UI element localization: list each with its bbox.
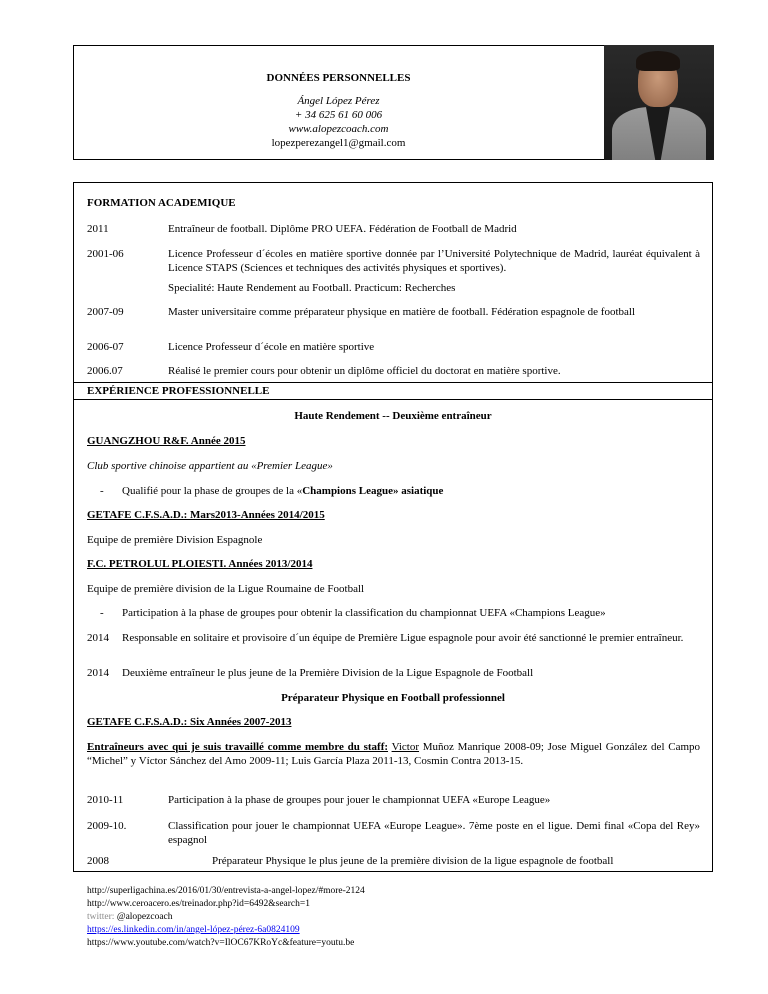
formation-year: 2006-07 xyxy=(87,341,124,353)
exp-text: Préparateur Physique le plus jeune de la première division de la ligue espagnole de football xyxy=(212,855,614,867)
person-name: Ángel López Pérez xyxy=(297,95,380,107)
website[interactable]: www.alopezcoach.com xyxy=(288,123,389,135)
staff-paragraph: Entraîneurs avec qui je suis travaillé comme membre du staff: Victor Muñoz Manrique 2008-09; Jose Miguel González del Campo “Michel” y Víctor Sánchez del Amo 2009-11; Luis García Plaza 2011-13, Cosmin Contra 2013-15. xyxy=(87,741,701,768)
formation-year: 2011 xyxy=(87,223,109,235)
club-title-petrolul: F.C. PETROLUL PLOIESTI. Années 2013/2014 xyxy=(87,558,313,570)
section-divider xyxy=(73,399,713,400)
link-ceroacero[interactable]: http://www.ceroacero.es/treinador.php?id=6492&search=1 xyxy=(87,899,310,909)
club-title-getafe-physical: GETAFE C.F.S.A.D.: Six Années 2007-2013 xyxy=(87,716,292,728)
exp-text: Participation à la phase de groupes pour jouer le championnat UEFA «Europe League» xyxy=(168,794,551,806)
link-linkedin[interactable]: https://es.linkedin.com/in/angel-lópez-pérez-6a0824109 xyxy=(87,925,300,935)
exp-year: 2008 xyxy=(87,855,109,867)
club-desc-getafe: Equipe de première Division Espagnole xyxy=(87,534,263,546)
bullet-guangzhou: Qualifié pour la phase de groupes de la «Champions League» asiatique xyxy=(122,485,444,497)
club-title-guangzhou: GUANGZHOU R&F. Année 2015 xyxy=(87,435,246,447)
exp-year: 2014 xyxy=(87,667,109,679)
formation-year: 2001-06 xyxy=(87,248,124,260)
formation-text: Réalisé le premier cours pour obtenir un diplôme officiel du doctorat en matière sportive. xyxy=(168,365,561,377)
formation-year: 2006.07 xyxy=(87,365,123,377)
formation-heading: FORMATION ACADEMIQUE xyxy=(87,197,236,209)
section-title-physical: Préparateur Physique en Football professionnel xyxy=(281,692,505,704)
profile-photo xyxy=(604,45,714,160)
bullet-dash: - xyxy=(100,485,104,497)
club-desc-guangzhou: Club sportive chinoise appartient au «Premier League» xyxy=(87,460,333,472)
bullet-petrolul: Participation à la phase de groupes pour obtenir la classification du championnat UEFA «Champions League» xyxy=(122,607,606,619)
link-youtube[interactable]: https://www.youtube.com/watch?v=IlOC67KRoYc&feature=youtu.be xyxy=(87,938,355,948)
formation-text: Specialité: Haute Rendement au Football. Practicum: Recherches xyxy=(168,282,456,294)
section-divider xyxy=(73,382,713,383)
formation-text: Licence Professeur d´écoles en matière sportive donnée par l’Université Polytechnique de Madrid, lauréat équivalent à Licence STAPS (Sciences et techniques des activités physiques et sportives). xyxy=(168,248,700,275)
formation-text: Master universitaire comme préparateur physique en matière de football. Fédération espagnole de football xyxy=(168,306,636,318)
exp-text: Deuxième entraîneur le plus jeune de la Première Division de la Ligue Espagnole de Football xyxy=(122,667,534,679)
link-superligachina[interactable]: http://superligachina.es/2016/01/30/entrevista-a-angel-lopez/#more-2124 xyxy=(87,886,365,896)
exp-year: 2009-10. xyxy=(87,820,127,832)
exp-year: 2014 xyxy=(87,632,109,644)
formation-text: Entraîneur de football. Diplôme PRO UEFA. Fédération de Football de Madrid xyxy=(168,223,517,235)
club-desc-petrolul: Equipe de première division de la Ligue Roumaine de Football xyxy=(87,583,365,595)
formation-text: Licence Professeur d´école en matière sportive xyxy=(168,341,375,353)
exp-text: Classification pour jouer le championnat UEFA «Europe League». 7ème poste en el ligue. Demi final «Copa del Rey» espagnol xyxy=(168,820,700,847)
experience-heading: EXPÉRIENCE PROFESSIONNELLE xyxy=(87,385,270,397)
section-title-coach: Haute Rendement -- Deuxième entraîneur xyxy=(294,410,492,422)
phone-number: + 34 625 61 60 006 xyxy=(294,109,383,121)
twitter-line[interactable]: twitter: @alopezcoach xyxy=(87,912,173,922)
exp-text: Responsable en solitaire et provisoire d´un équipe de Première Ligue espagnole pour avoir été sanctionné le premier entraîneur. xyxy=(122,632,684,644)
formation-year: 2007-09 xyxy=(87,306,124,318)
bullet-dash: - xyxy=(100,607,104,619)
exp-year: 2010-11 xyxy=(87,794,124,806)
email[interactable]: lopezperezangel1@gmail.com xyxy=(271,137,406,149)
personal-heading: DONNÉES PERSONNELLES xyxy=(266,72,411,84)
club-title-getafe: GETAFE C.F.S.A.D.: Mars2013-Années 2014/2015 xyxy=(87,509,325,521)
